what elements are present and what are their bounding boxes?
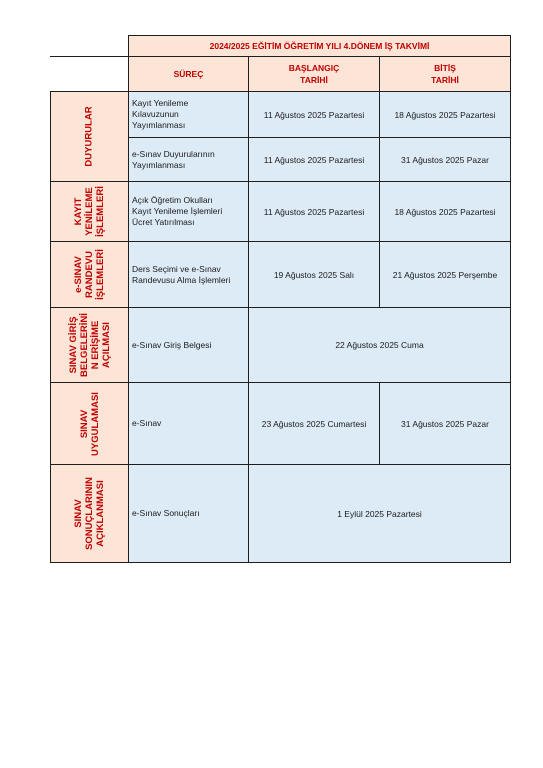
process-cell: e-Sınav Duyurularının Yayımlanması [129,138,249,182]
process-cell: Kayıt Yenileme Kılavuzunun Yayımlanması [129,92,249,138]
start-date-cell: 11 Ağustos 2025 Pazartesi [249,138,380,182]
process-cell: e-Sınav Sonuçları [129,465,249,563]
header-process: SÜREÇ [129,57,249,92]
category-label-duyurular: DUYURULAR [83,106,95,167]
start-date-cell: 11 Ağustos 2025 Pazartesi [249,92,380,138]
process-cell: Açık Öğretim Okulları Kayıt Yenileme İşlemleri Ücret Yatırılması [129,182,249,242]
start-date-cell: 11 Ağustos 2025 Pazartesi [249,182,380,242]
category-label-randevu: e-SINAV RANDEVU İŞLEMLERİ [72,249,106,300]
end-date-cell: 18 Ağustos 2025 Pazartesi [380,182,511,242]
process-cell: e-Sınav Giriş Belgesi [129,308,249,383]
end-date-cell: 21 Ağustos 2025 Perşembe [380,242,511,308]
header-end-date: BİTİŞ TARİHİ [380,57,511,92]
category-cell [51,92,129,182]
category-cell [51,308,129,383]
page-title: 2024/2025 EĞİTİM ÖĞRETİM YILI 4.DÖNEM İŞ TAKVİMİ [129,36,511,57]
category-cell [51,182,129,242]
start-date-cell: 23 Ağustos 2025 Cumartesi [249,383,380,465]
category-cell [51,242,129,308]
end-date-cell: 31 Ağustos 2025 Pazar [380,138,511,182]
category-cell [51,465,129,563]
date-cell: 1 Eylül 2025 Pazartesi [249,465,511,563]
end-date-cell: 31 Ağustos 2025 Pazar [380,383,511,465]
process-cell: e-Sınav [129,383,249,465]
end-date-cell: 18 Ağustos 2025 Pazartesi [380,92,511,138]
corner-blank [51,57,129,92]
category-label-giris-belgesi: SINAV GİRİŞ BELGELERİNİ N ERİŞİME AÇILMASI [67,313,112,377]
date-cell: 22 Ağustos 2025 Cuma [249,308,511,383]
process-cell: Ders Seçimi ve e-Sınav Randevusu Alma İşlemleri [129,242,249,308]
header-start-date: BAŞLANGIÇ TARİHİ [249,57,380,92]
corner-blank [51,36,129,57]
category-label-uygulama: SINAV UYGULAMASI [78,391,101,456]
category-label-sonuclar: SINAV SONUÇLARININ AÇIKLANMASI [73,477,106,550]
start-date-cell: 19 Ağustos 2025 Salı [249,242,380,308]
category-label-kayit-yenileme: KAYIT YENİLEME İŞLEMLERİ [72,186,106,237]
category-cell [51,383,129,465]
calendar-table [50,35,511,563]
